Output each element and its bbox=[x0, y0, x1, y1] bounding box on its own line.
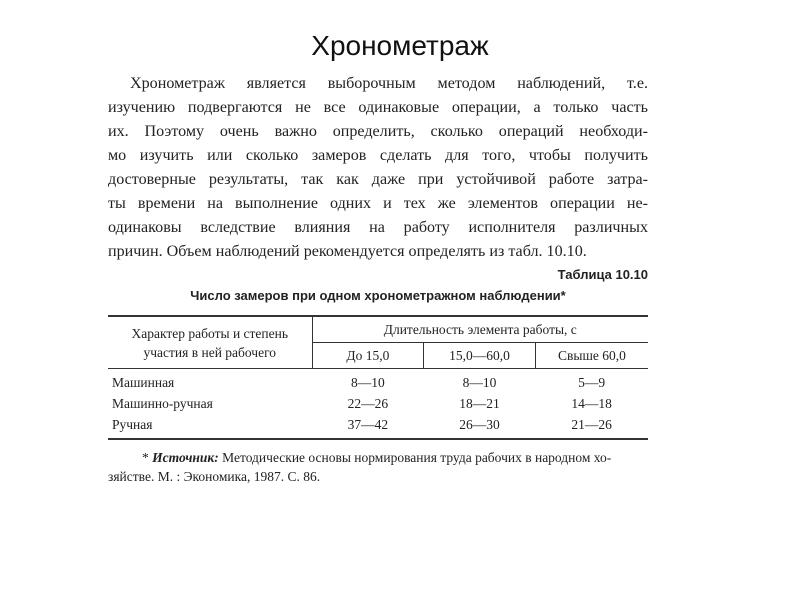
table-cell: 18—21 bbox=[459, 396, 500, 411]
paragraph-line: их. Поэтому очень важно определить, сколько операций необходи- bbox=[108, 123, 648, 140]
column-header: До 15,0 bbox=[312, 343, 424, 369]
table-caption: Число замеров при одном хронометражном наблюдении* bbox=[190, 288, 566, 303]
paragraph-line: изучению подвергаются не все одинаковые операции, а только часть bbox=[108, 99, 648, 116]
footnote-source-label: Источник: bbox=[152, 450, 219, 465]
column-header: Свыше 60,0 bbox=[558, 348, 626, 363]
measurements-table bbox=[108, 315, 648, 440]
paragraph-line: ты времени на выполнение одних и тех же элементов операции не- bbox=[108, 195, 648, 212]
footnote-line: зяйстве. М. : Экономика, 1987. С. 86. bbox=[108, 469, 321, 484]
paragraph-line: мо изучить или сколько замеров сделать для того, чтобы получить bbox=[108, 147, 648, 164]
paragraph-line: достоверные результаты, так как даже при устойчивой работе затра- bbox=[108, 171, 648, 188]
body-paragraph bbox=[108, 72, 648, 264]
table-footnote bbox=[108, 448, 648, 486]
table-cell: 37—42 bbox=[347, 417, 389, 432]
row-header-line: участия в ней рабочего bbox=[143, 344, 277, 360]
row-header-cell bbox=[108, 316, 312, 369]
table-row bbox=[108, 369, 648, 394]
table-header bbox=[108, 316, 648, 369]
slide-title: Хронометраж bbox=[311, 30, 489, 61]
table-row bbox=[108, 414, 648, 439]
table-cell: 21—26 bbox=[571, 417, 612, 432]
table-body bbox=[108, 369, 648, 440]
group-header-cell: Длительность элемента работы, с bbox=[312, 316, 648, 343]
table-row bbox=[108, 393, 648, 414]
row-label: Машинная bbox=[112, 375, 175, 390]
paragraph-line: причин. Объем наблюдений рекомендуется определять из табл. 10.10. bbox=[108, 243, 587, 260]
footnote-text: Методические основы нормирования труда рабочих в народном хо- bbox=[218, 450, 612, 465]
paragraph-line: одинаковы вследствие влияния на работу исполнителя различных bbox=[108, 219, 648, 236]
column-header: 15,0—60,0 bbox=[424, 343, 536, 369]
table-number: Таблица 10.10 bbox=[557, 267, 648, 282]
table-cell: 8—10 bbox=[351, 375, 385, 390]
footnote-line bbox=[108, 448, 648, 467]
row-header-line: Характер работы и степень bbox=[131, 325, 289, 341]
table-cell: 26—30 bbox=[459, 417, 500, 432]
table-cell: 22—26 bbox=[347, 396, 389, 411]
table-cell: 5—9 bbox=[578, 375, 606, 390]
footnote-marker: * bbox=[142, 450, 153, 465]
table-cell: 14—18 bbox=[571, 396, 612, 411]
table-cell: 8—10 bbox=[462, 375, 497, 390]
scanned-page bbox=[108, 72, 648, 486]
paragraph-line: Хронометраж является выборочным методом наблюдений, т.е. bbox=[130, 75, 648, 92]
row-label: Ручная bbox=[112, 417, 153, 432]
row-label: Машинно-ручная bbox=[112, 396, 213, 411]
